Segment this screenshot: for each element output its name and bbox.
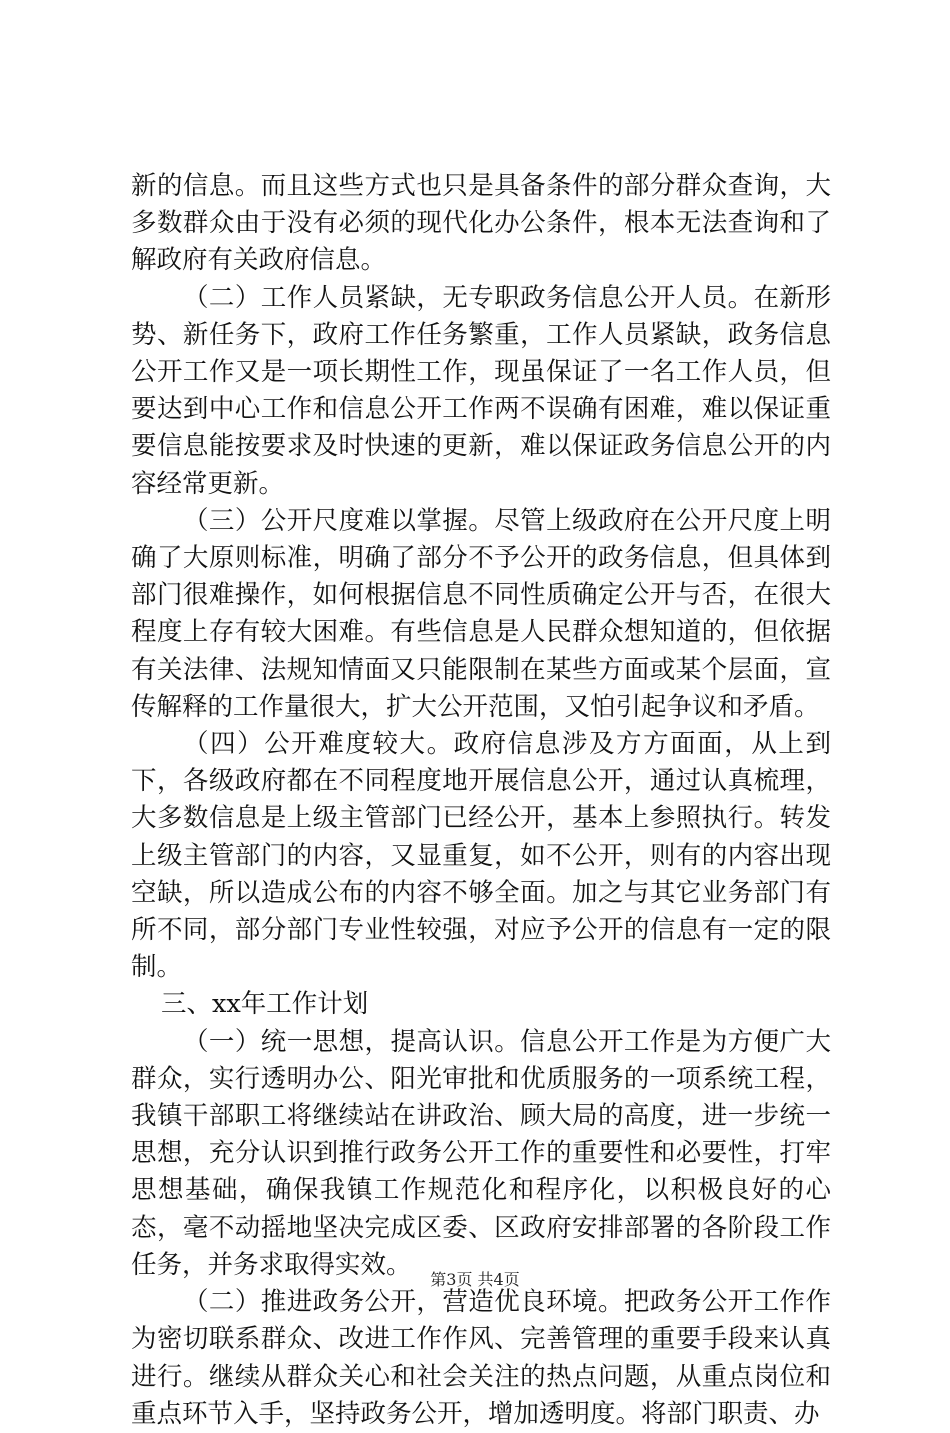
paragraph-disclosure-difficulty: （四）公开难度较大。政府信息涉及方方面面，从上到下，各级政府都在不同程度地开展信息公开，通过认真梳理，大多数信息是上级主管部门已经公开，基本上参照执行。转发上级主管部门的内容，又显重复，如不公开，则有的内容出现空缺，所以造成公布的内容不够全面。加之与其它业务部门有所不同，部分部门专业性较强，对应予公开的信息有一定的限制。 [131,729,831,983]
page-footer [0,1270,950,1290]
paragraph-staff-shortage: （二）工作人员紧缺，无专职政务信息公开人员。在新形势、新任务下，政府工作任务繁重，工作人员紧缺，政务信息公开工作又是一项长期性工作，现虽保证了一名工作人员，但要达到中心工作和信息公开工作两不误确有困难，难以保证重要信息能按要求及时快速的更新，难以保证政务信息公开的内容经常更新。 [131,282,831,499]
paragraph-disclosure-scale: （三）公开尺度难以掌握。尽管上级政府在公开尺度上明确了大原则标准，明确了部分不予公开的政务信息，但具体到部门很难操作，如何根据信息不同性质确定公开与否，在很大程度上存有较大困难。有些信息是人民群众想知道的，但依据有关法律、法规知情面又只能限制在某些方面或某个层面，宣传解释的工作量很大，扩大公开范围，又怕引起争议和矛盾。 [131,505,831,722]
paragraph-continuation: 新的信息。而且这些方式也只是具备条件的部分群众查询，大多数群众由于没有必须的现代化办公条件，根本无法查询和了解政府有关政府信息。 [131,171,831,276]
page-number-label: 第3页 共4页 [430,1270,520,1289]
document-body [131,168,831,1433]
section-heading-work-plan: 三、xx年工作计划 [161,989,369,1020]
paragraph-unify-thinking: （一）统一思想，提高认识。信息公开工作是为方便广大群众，实行透明办公、阳光审批和优质服务的一项系统工程，我镇干部职工将继续站在讲政治、顾大局的高度，进一步统一思想，充分认识到推行政务公开工作的重要性和必要性，打牢思想基础，确保我镇工作规范化和程序化，以积极良好的心态，毫不动摇地坚决完成区委、区政府安排部署的各阶段工作任务，并务求取得实效。 [131,1026,831,1280]
paragraph-promote-openness: （二）推进政务公开，营造优良环境。把政务公开工作作为密切联系群众、改进工作作风、完善管理的重要手段来认真进行。继续从群众关心和社会关注的热点问题，从重点岗位和重点环节入手，坚持政务公开，增加透明度。将部门职责、办 [131,1287,831,1429]
